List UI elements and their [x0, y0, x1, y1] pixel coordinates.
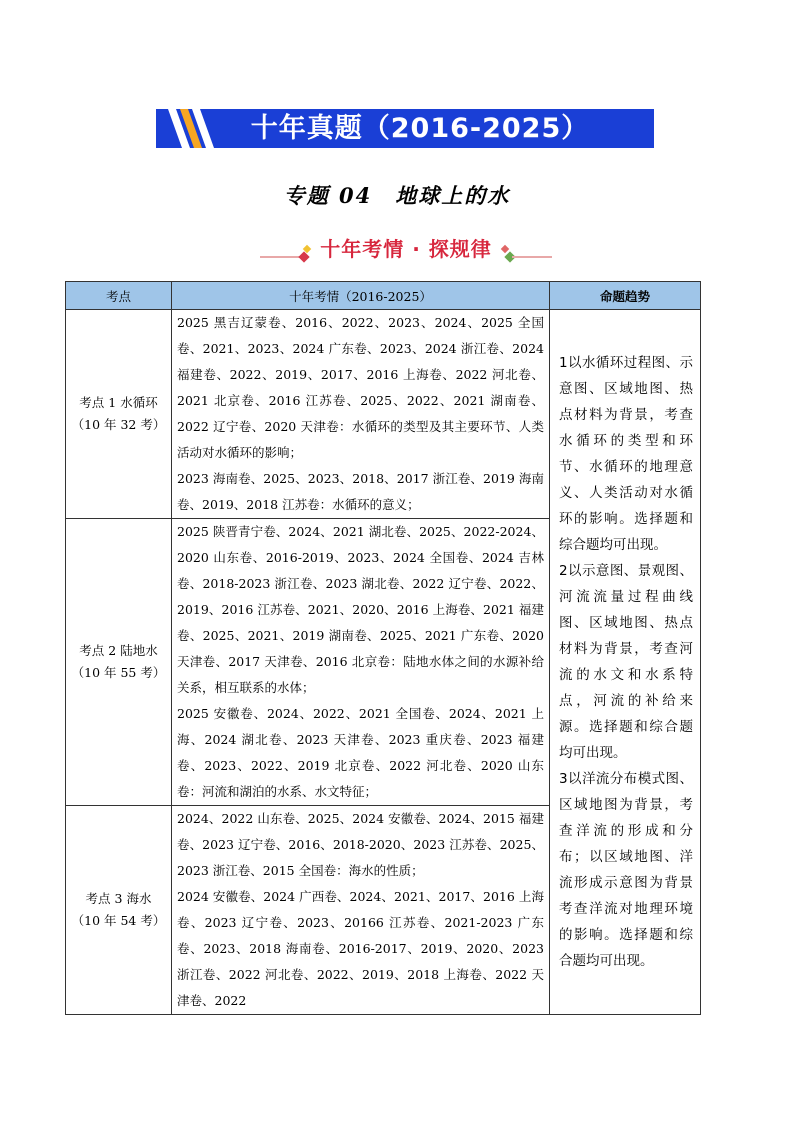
- table-row: [66, 310, 701, 519]
- record-paragraph: 2025 黑吉辽蒙卷、2016、2022、2023、2024、2025 全国卷、2021、2023、2024 广东卷、2023、2024 浙江卷、2024 福建卷、2022、2019、2017、2016 上海卷、2022 河北卷、2021 北京卷、2016 江苏卷、2025、2022、2021 湖南卷、2022 辽宁卷、2020 天津卷：水循环的类型及其主要环节、人类活动对水循环的影响；: [177, 315, 544, 460]
- trend-cell: [550, 310, 701, 1015]
- table-header-row: [66, 282, 701, 310]
- exam-point-count: （10 年 55 考）: [71, 665, 166, 680]
- exam-analysis-table: [65, 281, 701, 1015]
- topic-title: 专题 04 地球上的水: [283, 183, 511, 208]
- header-trend: 命题趋势: [550, 282, 701, 310]
- exam-point-count: （10 年 32 考）: [71, 417, 166, 432]
- exam-point-cell: [66, 310, 172, 519]
- record-paragraph: 2023 海南卷、2025、2023、2018、2017 浙江卷、2019 海南卷、2019、2018 江苏卷：水循环的意义；: [177, 471, 544, 512]
- banner-title: 十年真题（2016-2025）: [250, 113, 590, 144]
- record-paragraph: 2024 安徽卷、2024 广西卷、2024、2021、2017、2016 上海卷、2023 辽宁卷、2023、20166 江苏卷、2021-2023 广东卷、2023、2018 海南卷、2016-2017、2019、2020、2023 浙江卷、2022 河北卷、2022、2019、2018 上海卷、2022 天津卷、2022: [177, 889, 544, 1008]
- section-banner: [260, 232, 552, 266]
- exam-point-label: 考点 2 陆地水: [79, 643, 158, 658]
- divider-right: [512, 256, 552, 258]
- trend-paragraph: 3以洋流分布模式图、区域地图为背景，考查洋流的形成和分布；以区域地图、洋流形成示意图为背景考查洋流对地理环境的影响。选择题和综合题均可出现。: [559, 771, 693, 969]
- section-banner-text: 十年考情 · 探规律: [320, 237, 492, 261]
- record-paragraph: 2024、2022 山东卷、2025、2024 安徽卷、2024、2015 福建卷、2023 辽宁卷、2016、2018-2020、2023 江苏卷、2025、2023 浙江卷、2015 全国卷：海水的性质；: [177, 811, 544, 878]
- record-paragraph: 2025 陕晋青宁卷、2024、2021 湖北卷、2025、2022-2024、2020 山东卷、2016-2019、2023、2024 全国卷、2024 吉林卷、2018-2023 浙江卷、2023 湖北卷、2022 辽宁卷、2022、2019、2016 江苏卷、2021、2020、2016 上海卷、2021 福建卷、2025、2021、2019 湖南卷、2025、2021 广东卷、2020 天津卷、2017 天津卷、2016 北京卷：陆地水体之间的水源补给关系，相互联系的水体；: [177, 524, 544, 695]
- record-cell: [172, 519, 550, 806]
- exam-point-cell: [66, 806, 172, 1015]
- title-banner: [156, 109, 654, 148]
- header-ten-year-record: 十年考情（2016-2025）: [172, 282, 550, 310]
- record-cell: [172, 806, 550, 1015]
- exam-point-label: 考点 1 水循环: [79, 395, 158, 410]
- record-cell: [172, 310, 550, 519]
- record-paragraph: 2025 安徽卷、2024、2022、2021 全国卷、2024、2021 上海、2024 湖北卷、2023 天津卷、2023 重庆卷、2023 福建卷、2023、2022、2019 北京卷、2022 河北卷、2020 山东卷：河流和湖泊的水系、水文特征；: [177, 706, 544, 799]
- trend-paragraph: 1以水循环过程图、示意图、区域地图、热点材料为背景，考查水循环的类型和环节、水循环的地理意义、人类活动对水循环的影响。选择题和综合题均可出现。: [559, 355, 693, 553]
- exam-point-cell: [66, 519, 172, 806]
- header-exam-point: 考点: [66, 282, 172, 310]
- trend-paragraph: 2以示意图、景观图、河流流量过程曲线图、区域地图、热点材料为背景，考查河流的水文和水系特点，河流的补给来源。选择题和综合题均可出现。: [559, 563, 693, 761]
- exam-point-count: （10 年 54 考）: [71, 913, 166, 928]
- exam-point-label: 考点 3 海水: [85, 891, 152, 906]
